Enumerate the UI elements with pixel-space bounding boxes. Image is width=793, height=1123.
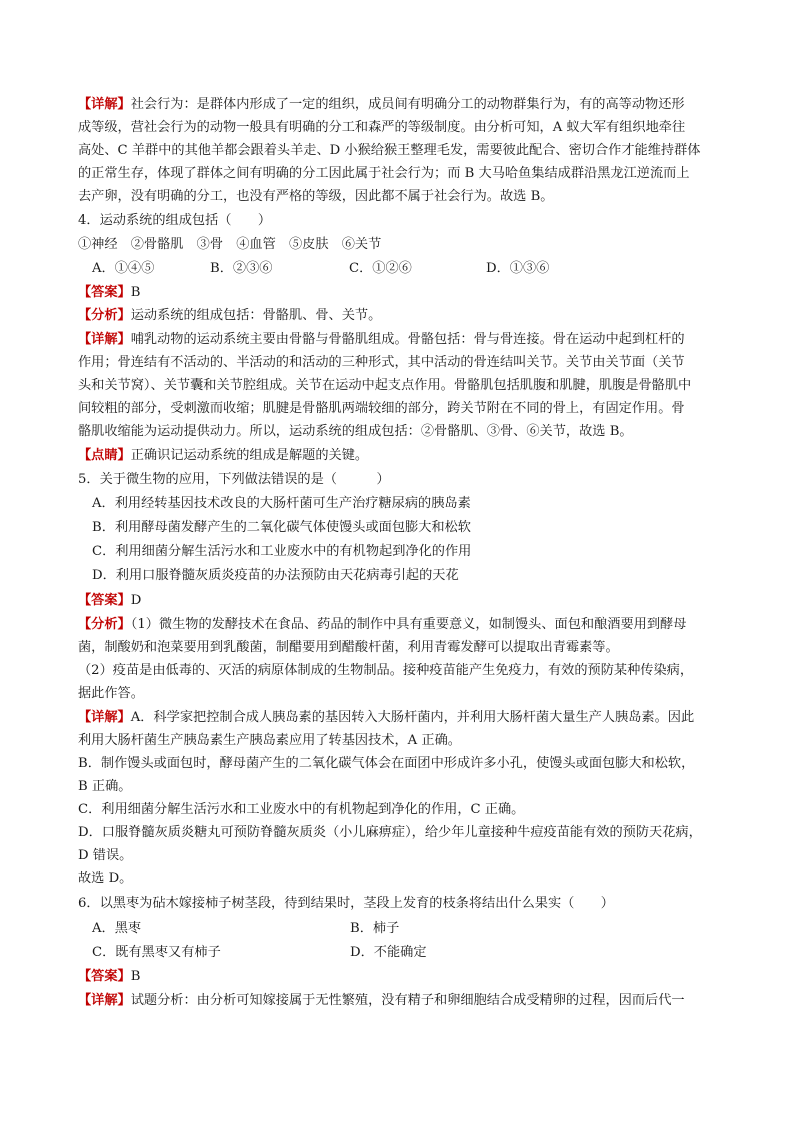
q3-detail-line-1: 【详解】社会行为：是群体内形成了一定的组织，成员间有明确分工的动物群集行为，有的高等动物还形 [78, 97, 685, 112]
q5-option-a: A．利用经转基因技术改良的大肠杆菌可生产治疗糖尿病的胰岛素 [92, 496, 471, 511]
q5-detail-line-4: B 正确。 [78, 779, 132, 794]
q6-option-b: B．柿子 [350, 921, 400, 936]
detail-tag: 【详解】 [78, 332, 131, 347]
tip-tag: 【点睛】 [78, 448, 131, 463]
q4-items: ①神经 ②骨骼肌 ③骨 ④血管 ⑤皮肤 ⑥关节 [78, 237, 382, 252]
q4-detail-line-5: 骼肌收缩能为运动提供动力。所以，运动系统的组成包括：②骨骼肌、③骨、⑥关节，故选 B。 [78, 424, 633, 439]
analysis-tag: 【分析】 [78, 617, 131, 632]
q4-detail-line-2: 作用；骨连结有不活动的、半活动的和活动的三种形式，其中活动的骨连结叫关节。关节由关节面（关节 [78, 355, 685, 370]
q4-option-c: C．①②⑥ [349, 261, 412, 276]
q4-tip: 【点睛】正确识记运动系统的组成是解题的关键。 [78, 448, 369, 463]
q5-analysis-line-4: 据此作答。 [78, 686, 144, 701]
detail-tag: 【详解】 [78, 993, 131, 1008]
q6-option-c: C．既有黑枣又有柿子 [92, 945, 221, 960]
detail-tag: 【详解】 [78, 710, 131, 725]
q5-option-b: B．利用酵母菌发酵产生的二氧化碳气体使馒头或面包膨大和松软 [92, 520, 471, 535]
q5-detail-line-6: D．口服脊髓灰质炎糖丸可预防脊髓灰质炎（小儿麻痹症），给少年儿童接种牛痘疫苗能有效的预防天花病， [78, 825, 702, 840]
q5-detail-line-2: 利用大肠杆菌生产胰岛素生产胰岛素应用了转基因技术，A 正确。 [78, 733, 461, 748]
q5-option-c: C．利用细菌分解生活污水和工业废水中的有机物起到净化的作用 [92, 544, 472, 559]
q6-question: 6．以黑枣为砧木嫁接柿子树茎段，待到结果时，茎段上发育的枝条将结出什么果实（ ） [78, 896, 614, 911]
answer-tag: 【答案】 [78, 593, 131, 608]
q5-detail-line-1: 【详解】A．科学家把控制合成人胰岛素的基因转入大肠杆菌内，并利用大肠杆菌大量生产人胰岛素。因此 [78, 710, 695, 725]
q4-detail-line-3: 头和关节窝）、关节囊和关节腔组成。关节在运动中起支点作用。骨骼肌包括肌腹和肌腱，肌腹是骨骼肌中 [78, 378, 692, 393]
answer-tag: 【答案】 [78, 969, 131, 984]
q6-option-d: D．不能确定 [350, 945, 427, 960]
q5-question: 5．关于微生物的应用，下列做法错误的是（ ） [78, 472, 390, 487]
q4-analysis: 【分析】运动系统的组成包括：骨骼肌、骨、关节。 [78, 308, 382, 323]
detail-tag: 【详解】 [78, 97, 131, 112]
q5-analysis-line-3: （2）疫苗是由低毒的、灭活的病原体制成的生物制品。接种疫苗能产生免疫力，有效的预防某种传染病， [78, 663, 694, 678]
q4-answer: 【答案】B [78, 285, 141, 300]
q5-detail-line-3: B．制作馒头或面包时，酵母菌产生的二氧化碳气体会在面团中形成许多小孔，使馒头或面包膨大和松软， [78, 756, 695, 771]
q4-question: 4．运动系统的组成包括（ ） [78, 213, 272, 228]
q5-detail-line-5: C．利用细菌分解生活污水和工业废水中的有机物起到净化的作用，C 正确。 [78, 802, 525, 817]
q3-detail-line-4: 的正常生存，体现了群体之间有明确的分工因此属于社会行为；而 B 大马哈鱼集结成群沿黑龙江逆流而上 [78, 166, 690, 181]
q5-analysis-line-1: 【分析】（1）微生物的发酵技术在食品、药品的制作中具有重要意义，如制馒头、面包和酿酒要用到酵母 [78, 617, 687, 632]
q5-detail-line-8: 故选 D。 [78, 871, 133, 886]
q4-detail-line-4: 间较粗的部分，受刺激而收缩；肌腱是骨骼肌两端较细的部分，跨关节附在不同的骨上，有固定作用。骨 [78, 401, 685, 416]
q4-option-b: B．②③⑥ [210, 261, 273, 276]
q5-analysis-line-2: 菌，制酸奶和泡菜要用到乳酸菌，制醋要用到醋酸杆菌，利用青霉发酵可以提取出青霉素等。 [78, 640, 619, 655]
q6-answer: 【答案】B [78, 969, 141, 984]
q5-answer: 【答案】D [78, 593, 142, 608]
q3-detail-line-3: 高处、C 羊群中的其他羊都会跟着头羊走、D 小猴给猴王整理毛发，需要彼此配合、密切合作才能维持群体 [78, 143, 701, 158]
answer-tag: 【答案】 [78, 285, 131, 300]
analysis-tag: 【分析】 [78, 308, 131, 323]
q4-detail-line-1: 【详解】哺乳动物的运动系统主要由骨骼与骨骼肌组成。骨骼包括：骨与骨连接。骨在运动中起到杠杆的 [78, 332, 685, 347]
q3-detail-line-5: 去产卵，没有明确的分工，也没有严格的等级，因此都不属于社会行为。故选 B。 [78, 189, 554, 204]
q3-detail-line-2: 成等级，营社会行为的动物一般具有明确的分工和森严的等级制度。由分析可知，A 蚁大军有组织地牵往 [78, 120, 686, 135]
q6-option-a: A．黑枣 [92, 921, 142, 936]
q6-detail-line-1: 【详解】试题分析：由分析可知嫁接属于无性繁殖，没有精子和卵细胞结合成受精卵的过程，因而后代一 [78, 993, 685, 1008]
q4-option-a: A．①④⑤ [92, 261, 155, 276]
q4-option-d: D．①③⑥ [486, 261, 550, 276]
q5-detail-line-7: D 错误。 [78, 848, 133, 863]
q5-option-d: D．利用口服脊髓灰质炎疫苗的办法预防由天花病毒引起的天花 [92, 568, 459, 583]
